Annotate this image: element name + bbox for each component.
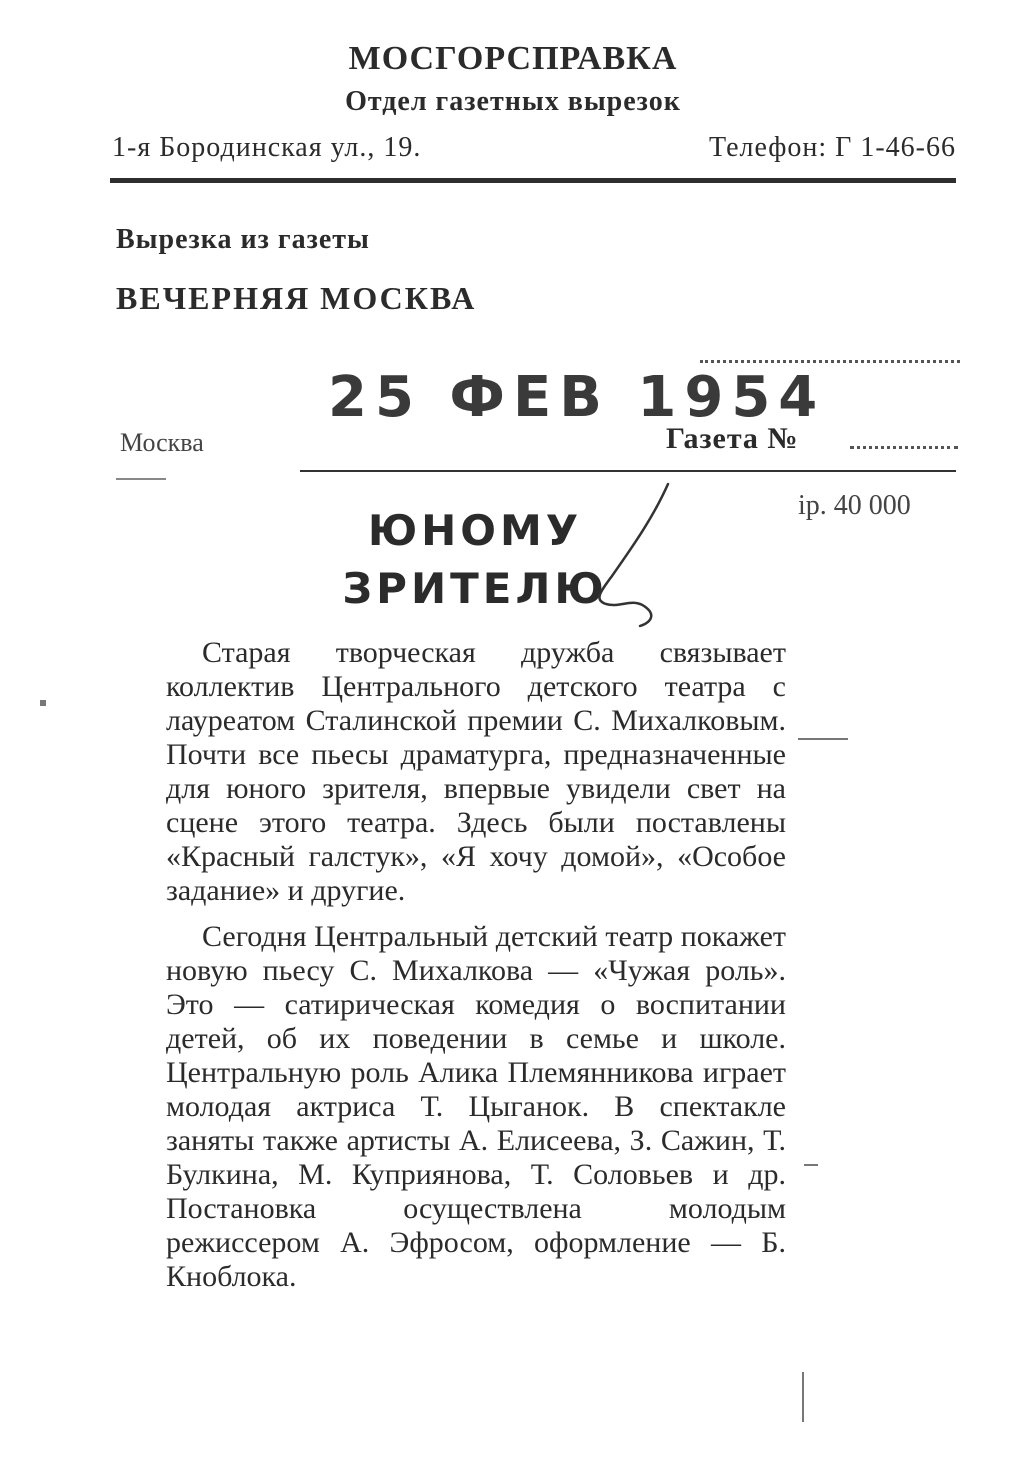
article-body xyxy=(166,636,786,1306)
organization-name: МОСГОРСПРАВКА xyxy=(348,40,678,77)
header-divider xyxy=(110,178,956,183)
clipping-info-divider xyxy=(300,470,956,472)
newspaper-name: ВЕЧЕРНЯЯ МОСКВА xyxy=(116,280,477,316)
scan-mark xyxy=(802,1372,804,1422)
department-name: Отдел газетных вырезок xyxy=(345,86,681,117)
circulation-label: ір. 40 000 xyxy=(798,490,911,521)
scan-mark xyxy=(40,700,46,706)
article-paragraph-1: Старая творческая дружба связывает коллектив Центрального детского театра с лауреатом Сталинской премии С. Михалковым. Почти все пьесы драматурга, предназначенные для юного зрителя, впервые увидели свет на сцене этого театра. Здесь были поставлены «Красный галстук», «Я хочу домой», «Особое задание» и другие. xyxy=(166,636,786,907)
city-underline xyxy=(116,478,166,480)
scan-mark xyxy=(804,1164,818,1166)
handwritten-pen-mark xyxy=(560,480,690,630)
organization-address: 1-я Бородинская ул., 19. xyxy=(112,132,422,163)
gazeta-number-label: Газета № xyxy=(666,422,799,455)
article-title-line-2: ЗРИТЕЛЮ xyxy=(342,564,608,613)
date-stamp: 25 ФЕВ 1954 xyxy=(328,365,826,430)
scan-mark xyxy=(798,738,848,740)
gazeta-number-dots xyxy=(850,446,958,449)
organization-phone: Телефон: Г 1-46-66 xyxy=(709,132,956,163)
article-paragraph-2: Сегодня Центральный детский театр покажет новую пьесу С. Михалкова — «Чужая роль». Это — сатирическая комедия о воспитании детей, об их поведении в семье и школе. Центральную роль Алика Племянникова играет молодая актриса Т. Цыганок. В спектакле заняты также артисты А. Елисеева, З. Сажин, Т. Булкина, М. Куприянова, Т. Соловьев и др. Постановка осуществлена молодым режиссером А. Эфросом, оформление — Б. Кноблока. xyxy=(166,920,786,1293)
dotted-fill-line xyxy=(700,360,960,363)
clipping-label: Вырезка из газеты xyxy=(116,224,370,255)
article-title-line-1: ЮНОМУ xyxy=(367,506,583,555)
city-label: Москва xyxy=(120,428,204,457)
